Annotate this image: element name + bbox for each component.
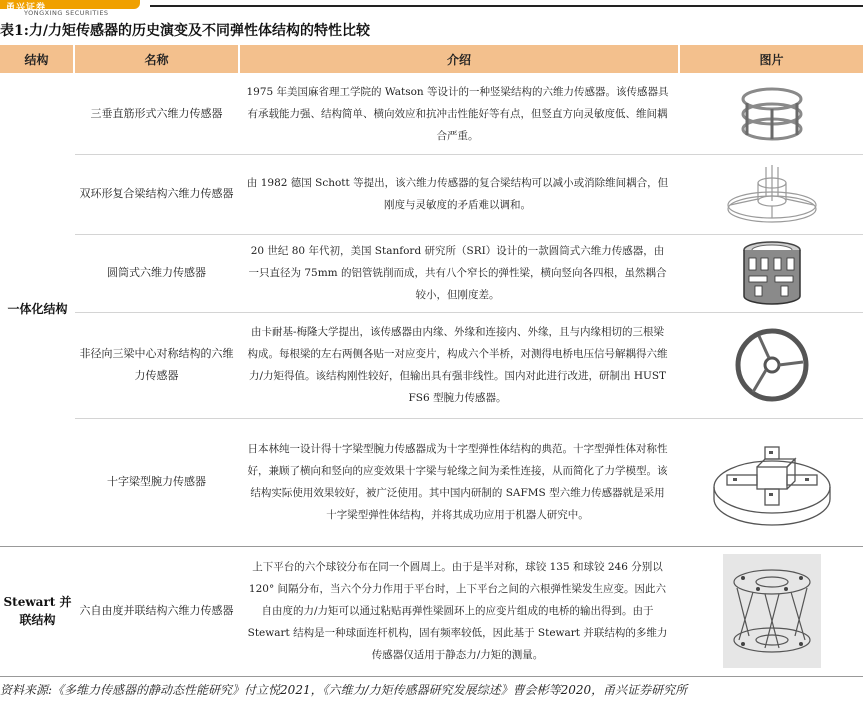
source-note: 资料来源:《多维力传感器的静动态性能研究》付立悦2021，《六维力/力矩传感器研究发展综述》曹会彬等2020，甬兴证券研究所: [0, 683, 688, 697]
cylinder-sensor-icon: [680, 235, 863, 311]
brand-logo: [0, 0, 140, 18]
row-6-description: 上下平台的六个球铰分布在同一个圆周上。由于是半对称，球铰 135 和球铰 246 分别以 120° 间隔分布，当六个分力作用于平台时，上下平台之间的六根弹性梁发生应变。因此六自由度的力/力矩可以通过粘贴再弹性梁圆环上的应变片组成的电桥的输出得到。由于 Stewart 结构是一种球面连杆机构，固有频率较低，因此基于 Stewart 并联结构的多维力传感器仅适用于静态力/力矩的测量。: [247, 561, 668, 661]
column-header-description: 介绍: [240, 45, 680, 73]
header-rule: [150, 5, 863, 7]
group-label-stewart: Stewart 并联结构: [3, 595, 72, 627]
row-1-description: 1975 年美国麻省理工学院的 Watson 等设计的一种竖梁结构的六维力传感器。该传感器具有承载能力强、结构简单、横向效应和抗冲击性能好等有点，但竖直方向灵敏度低、维间耦合严重。: [246, 86, 669, 142]
column-header-name: 名称: [75, 45, 240, 73]
row-6-name: 六自由度并联结构六维力传感器: [79, 604, 234, 617]
logo-subtitle: YONGXING SECURITIES: [24, 9, 109, 17]
row-3-description: 20 世纪 80 年代初，美国 Stanford 研究所（SRI）设计的一款圆筒式六维力传感器，由一只直径为 75mm 的铝管铣削而成，共有八个窄长的弹性梁，横向竖向各四根，虽然耦合较小，但刚度差。: [248, 245, 667, 301]
double-ring-beam-sensor-icon: [680, 155, 863, 233]
column-header-image: 图片: [680, 45, 863, 73]
column-header-structure: 结构: [0, 45, 75, 73]
row-2-name: 双环形复合梁结构六维力传感器: [79, 187, 234, 200]
row-3-name: 圆筒式六维力传感器: [107, 266, 206, 279]
table-title: 表1:力/力矩传感器的历史演变及不同弹性体结构的特性比较: [0, 23, 371, 39]
triple-ring-sensor-icon: [680, 75, 863, 153]
row-4-name: 非径向三梁中心对称结构的六维力传感器: [79, 347, 234, 382]
stewart-platform-sensor-icon: [680, 547, 863, 675]
row-4-description: 由卡耐基-梅隆大学提出，该传感器由内缘、外缘和连接内、外缘，且与内缘相切的三根梁构成。每根梁的左右两侧各贴一对应变片，构成六个半桥，对测得电桥电压信号解耦得六维力/力矩得值。该结构刚性较好，但输出具有强非线性。国内对此进行改进，研制出 HUST FS6 型腕力传感器。: [247, 326, 668, 404]
row-5-name: 十字梁型腕力传感器: [107, 475, 206, 488]
row-5-description: 日本林纯一设计得十字梁型腕力传感器成为十字型弹性体结构的典范。十字型弹性体对称性好，兼顾了横向和竖向的应变效果十字梁与轮缘之间为柔性连接，从而简化了力学模型。该结构实际使用效果较好，被广泛使用。其中国内研制的 SAFMS 型六维力传感器就是采用十字梁型弹性体结构，并将其成功应用于机器人研究中。: [247, 443, 668, 521]
logo-text: 甬兴证券: [6, 3, 47, 13]
three-beam-wheel-sensor-icon: [680, 313, 863, 417]
row-1-name: 三垂直筋形式六维力传感器: [90, 107, 223, 120]
group-label-integrated: 一体化结构: [7, 302, 68, 316]
table-bottom-rule: [0, 676, 863, 677]
cross-beam-sensor-icon: [680, 419, 863, 545]
row-2-description: 由 1982 德国 Schott 等提出，该六维力传感器的复合梁结构可以减小或消除维间耦合，但刚度与灵敏度的矛盾难以调和。: [246, 177, 669, 211]
